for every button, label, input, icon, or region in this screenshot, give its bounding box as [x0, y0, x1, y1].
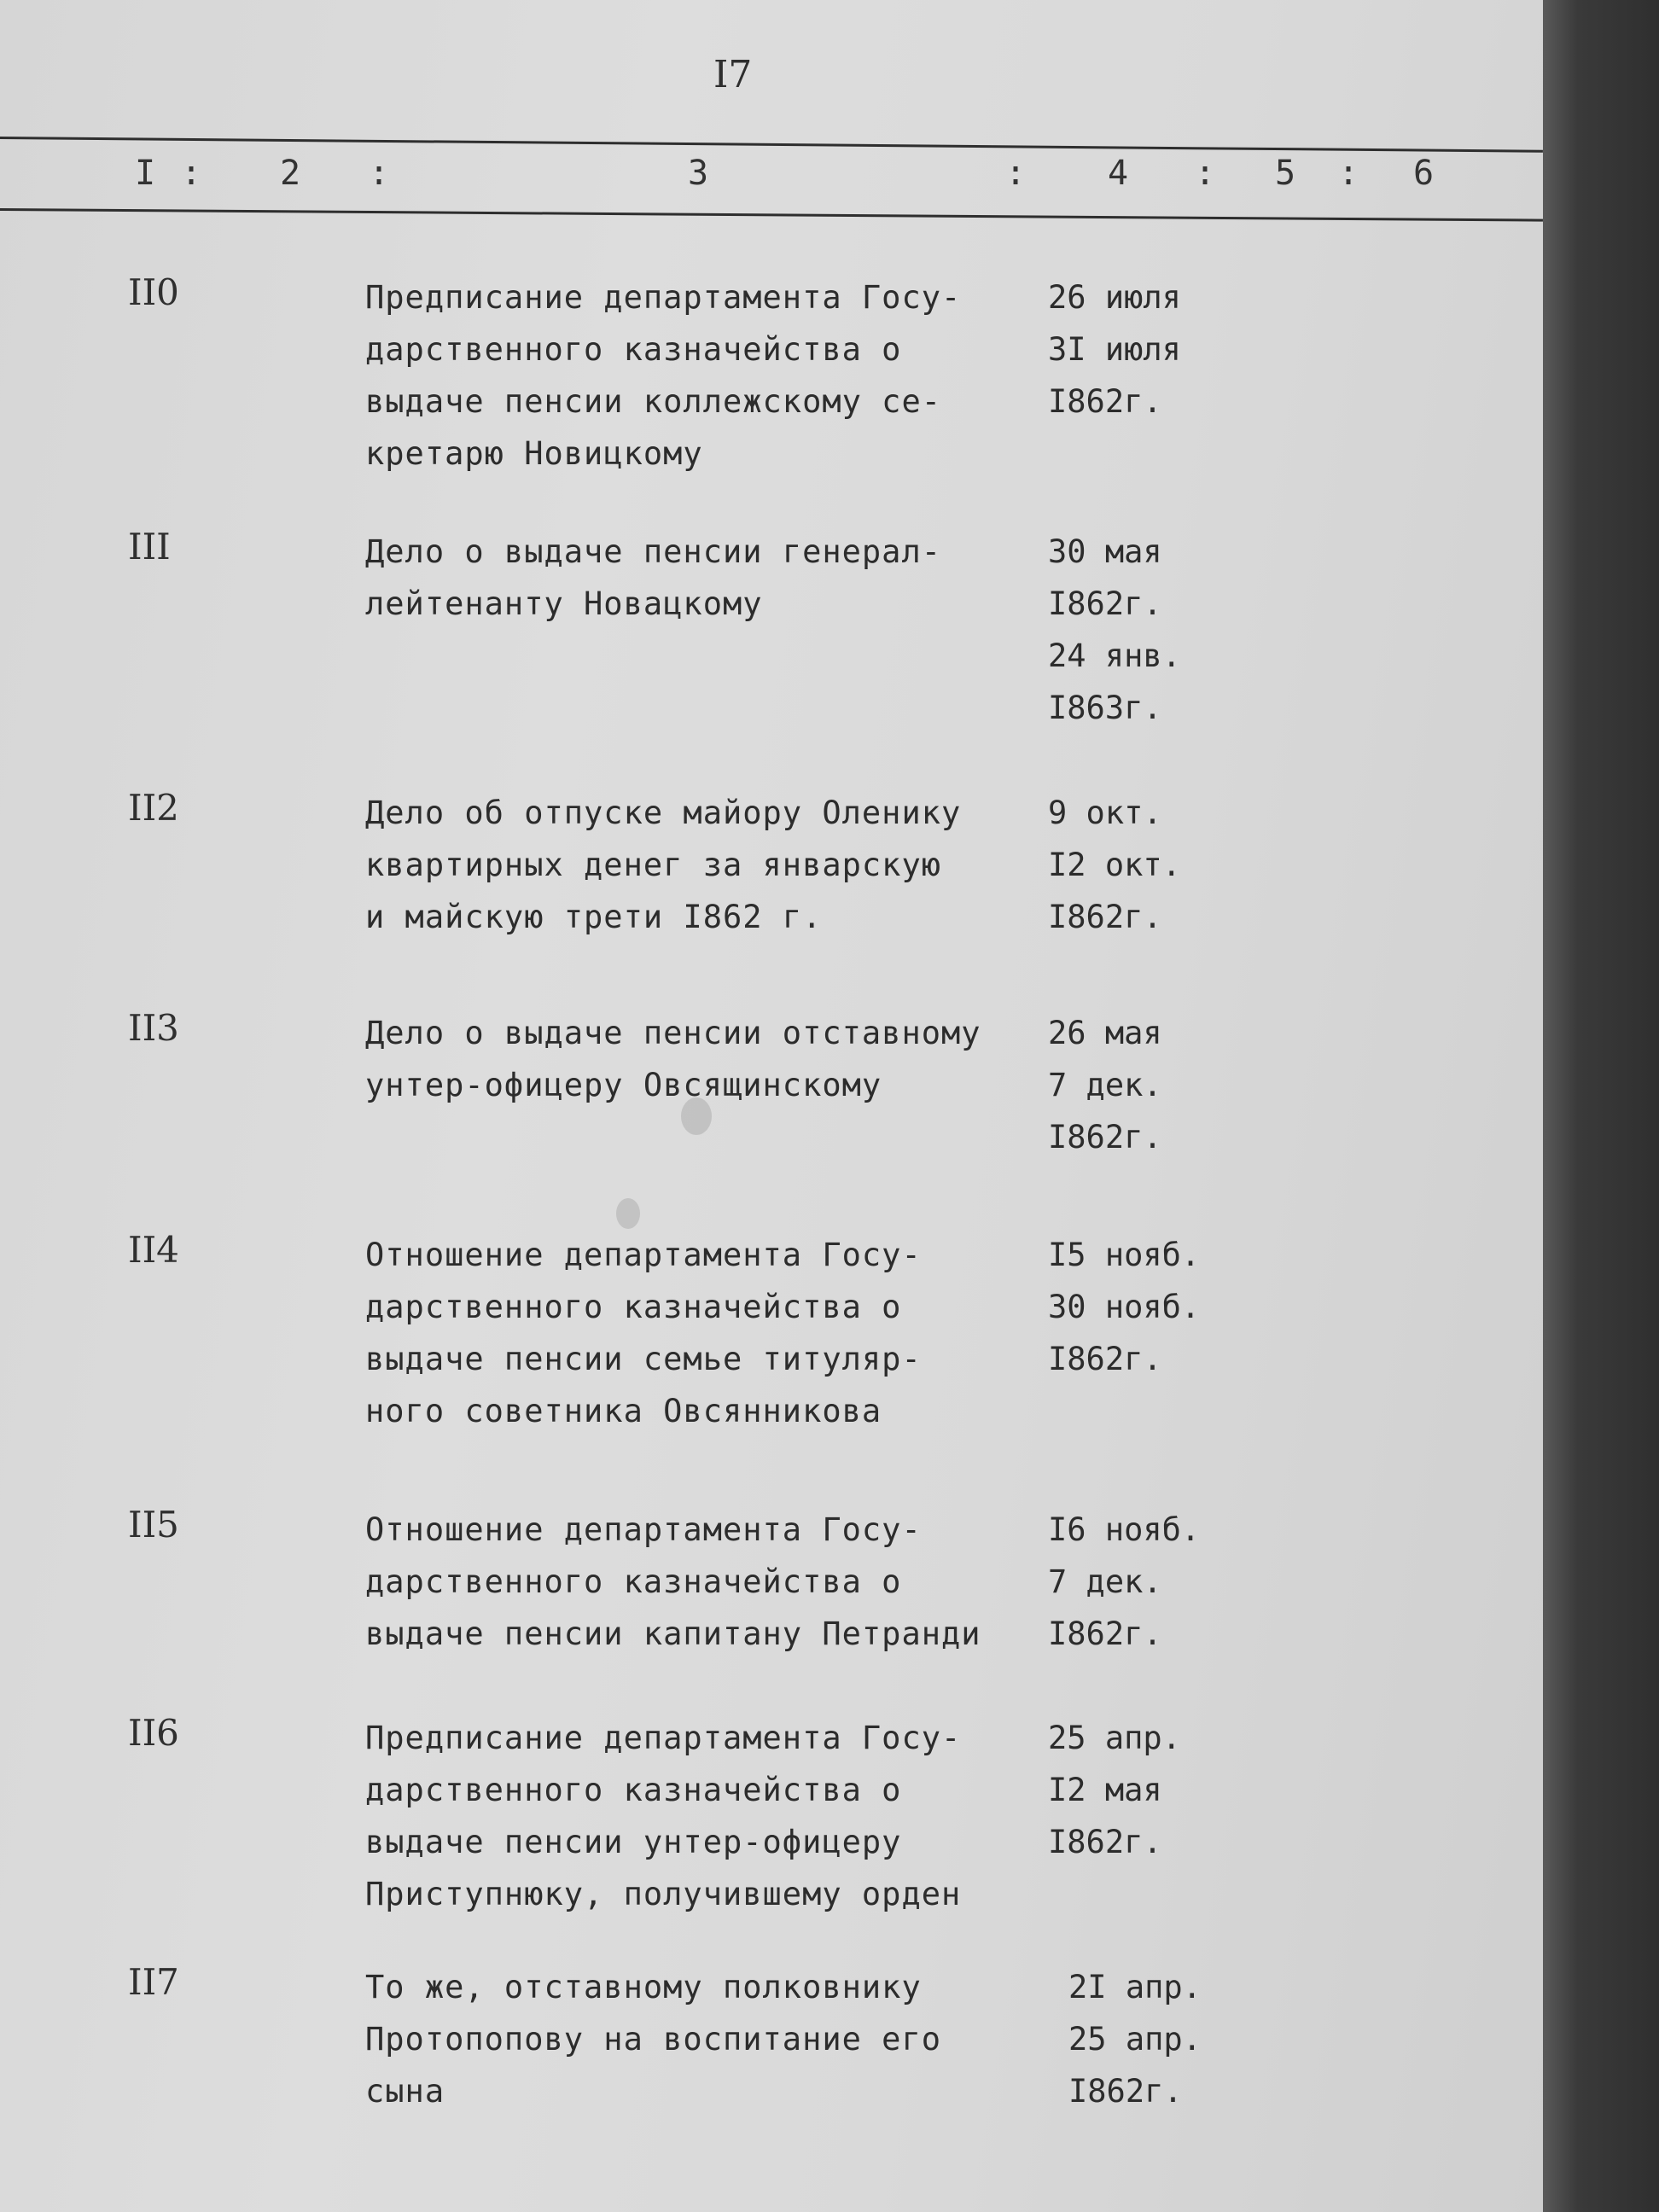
paper-stain	[616, 1198, 640, 1229]
entry-description	[365, 1712, 1039, 1920]
description-line: Отношение департамента Госу-	[365, 1511, 922, 1548]
description-line: выдаче пенсии семье титуляр-	[365, 1341, 922, 1377]
date-line: 30 мая	[1048, 533, 1162, 570]
description-line: унтер-офицеру Овсящинскому	[365, 1067, 882, 1103]
column-separator: :	[369, 154, 390, 193]
description-line: ного советника Овсянникова	[365, 1393, 882, 1429]
entry-description	[365, 271, 1039, 480]
description-line: и майскую трети I862 г.	[365, 899, 823, 935]
date-line: 25 апр.	[1048, 1720, 1181, 1756]
date-line: I862г.	[1068, 2073, 1183, 2110]
entry-number: II2	[128, 787, 179, 829]
date-line: I862г.	[1048, 383, 1162, 420]
date-line: 26 мая	[1048, 1015, 1162, 1051]
description-line: Предписание департамента Госу-	[365, 279, 962, 316]
date-line: I862г.	[1048, 1824, 1162, 1860]
date-line: 30 нояб.	[1048, 1289, 1201, 1325]
description-line: дарственного казначейства о	[365, 1772, 902, 1808]
description-line: дарственного казначейства о	[365, 331, 902, 368]
description-line: То же, отставному полковнику	[365, 1969, 922, 2005]
entry-description	[365, 1961, 1039, 2117]
description-line: выдаче пенсии коллежскому се-	[365, 383, 942, 420]
date-line: I5 нояб.	[1048, 1237, 1201, 1273]
date-line: 2I апр.	[1068, 1969, 1202, 2005]
date-line: 24 янв.	[1048, 637, 1181, 674]
entry-dates	[1048, 1712, 1236, 1868]
column-header-6: 6	[1413, 154, 1435, 193]
entry-dates	[1068, 1961, 1256, 2117]
description-line: Предписание департамента Госу-	[365, 1720, 962, 1756]
column-separator: :	[1195, 154, 1216, 193]
entry-number: II4	[128, 1229, 179, 1271]
description-line: лейтенанту Новацкому	[365, 585, 763, 622]
entry-description	[365, 1229, 1039, 1437]
description-line: выдаче пенсии капитану Петранди	[365, 1615, 981, 1652]
entry-number: II5	[128, 1504, 179, 1545]
header-top-rule	[0, 137, 1543, 153]
date-line: I863г.	[1048, 690, 1162, 726]
description-line: Протопопову на воспитание его	[365, 2021, 942, 2058]
date-line: I862г.	[1048, 899, 1162, 935]
column-separator: :	[1005, 154, 1027, 193]
entry-description	[365, 1007, 1039, 1111]
entry-number: II7	[128, 1961, 179, 2003]
column-header-5: 5	[1275, 154, 1296, 193]
date-line: I862г.	[1048, 585, 1162, 622]
entry-dates	[1048, 787, 1236, 943]
date-line: I6 нояб.	[1048, 1511, 1201, 1548]
entry-dates	[1048, 271, 1236, 428]
description-line: кретарю Новицкому	[365, 435, 703, 472]
description-line: Дело об отпуске майору Оленику	[365, 795, 962, 831]
entry-number: III	[128, 526, 171, 568]
date-line: 9 окт.	[1048, 795, 1162, 831]
date-line: 25 апр.	[1068, 2021, 1202, 2058]
date-line: I862г.	[1048, 1615, 1162, 1652]
entry-number: II3	[128, 1007, 179, 1049]
entry-number: II6	[128, 1712, 179, 1754]
description-line: дарственного казначейства о	[365, 1289, 902, 1325]
entry-description	[365, 787, 1039, 943]
date-line: 3I июля	[1048, 331, 1181, 368]
date-line: I862г.	[1048, 1341, 1162, 1377]
date-line: 26 июля	[1048, 279, 1181, 316]
date-line: I862г.	[1048, 1119, 1162, 1155]
entry-dates	[1048, 526, 1236, 734]
date-line: 7 дек.	[1048, 1067, 1162, 1103]
paper-stain	[681, 1097, 712, 1135]
entry-dates	[1048, 1007, 1236, 1163]
description-line: Дело о выдаче пенсии отставному	[365, 1015, 981, 1051]
description-line: квартирных денег за январскую	[365, 847, 942, 883]
page-number: I7	[713, 53, 753, 96]
column-header-4: 4	[1108, 154, 1129, 193]
entry-dates	[1048, 1504, 1236, 1660]
entry-dates	[1048, 1229, 1236, 1385]
entry-description	[365, 1504, 1039, 1660]
column-header-3: 3	[688, 154, 709, 193]
date-line: I2 окт.	[1048, 847, 1181, 883]
description-line: Дело о выдаче пенсии генерал-	[365, 533, 942, 570]
scanner-background	[1543, 0, 1659, 2212]
column-separator: :	[1338, 154, 1359, 193]
entry-description	[365, 526, 1039, 630]
date-line: I2 мая	[1048, 1772, 1162, 1808]
header-bottom-rule	[0, 208, 1543, 222]
description-line: выдаче пенсии унтер-офицеру	[365, 1824, 902, 1860]
column-header-2: 2	[280, 154, 301, 193]
column-header-1: I	[135, 154, 156, 193]
description-line: сына	[365, 2073, 445, 2110]
description-line: дарственного казначейства о	[365, 1563, 902, 1600]
description-line: Отношение департамента Госу-	[365, 1237, 922, 1273]
entry-number: II0	[128, 271, 179, 313]
column-separator: :	[181, 154, 202, 193]
date-line: 7 дек.	[1048, 1563, 1162, 1600]
description-line: Приступнюку, получившему орден	[365, 1876, 962, 1912]
